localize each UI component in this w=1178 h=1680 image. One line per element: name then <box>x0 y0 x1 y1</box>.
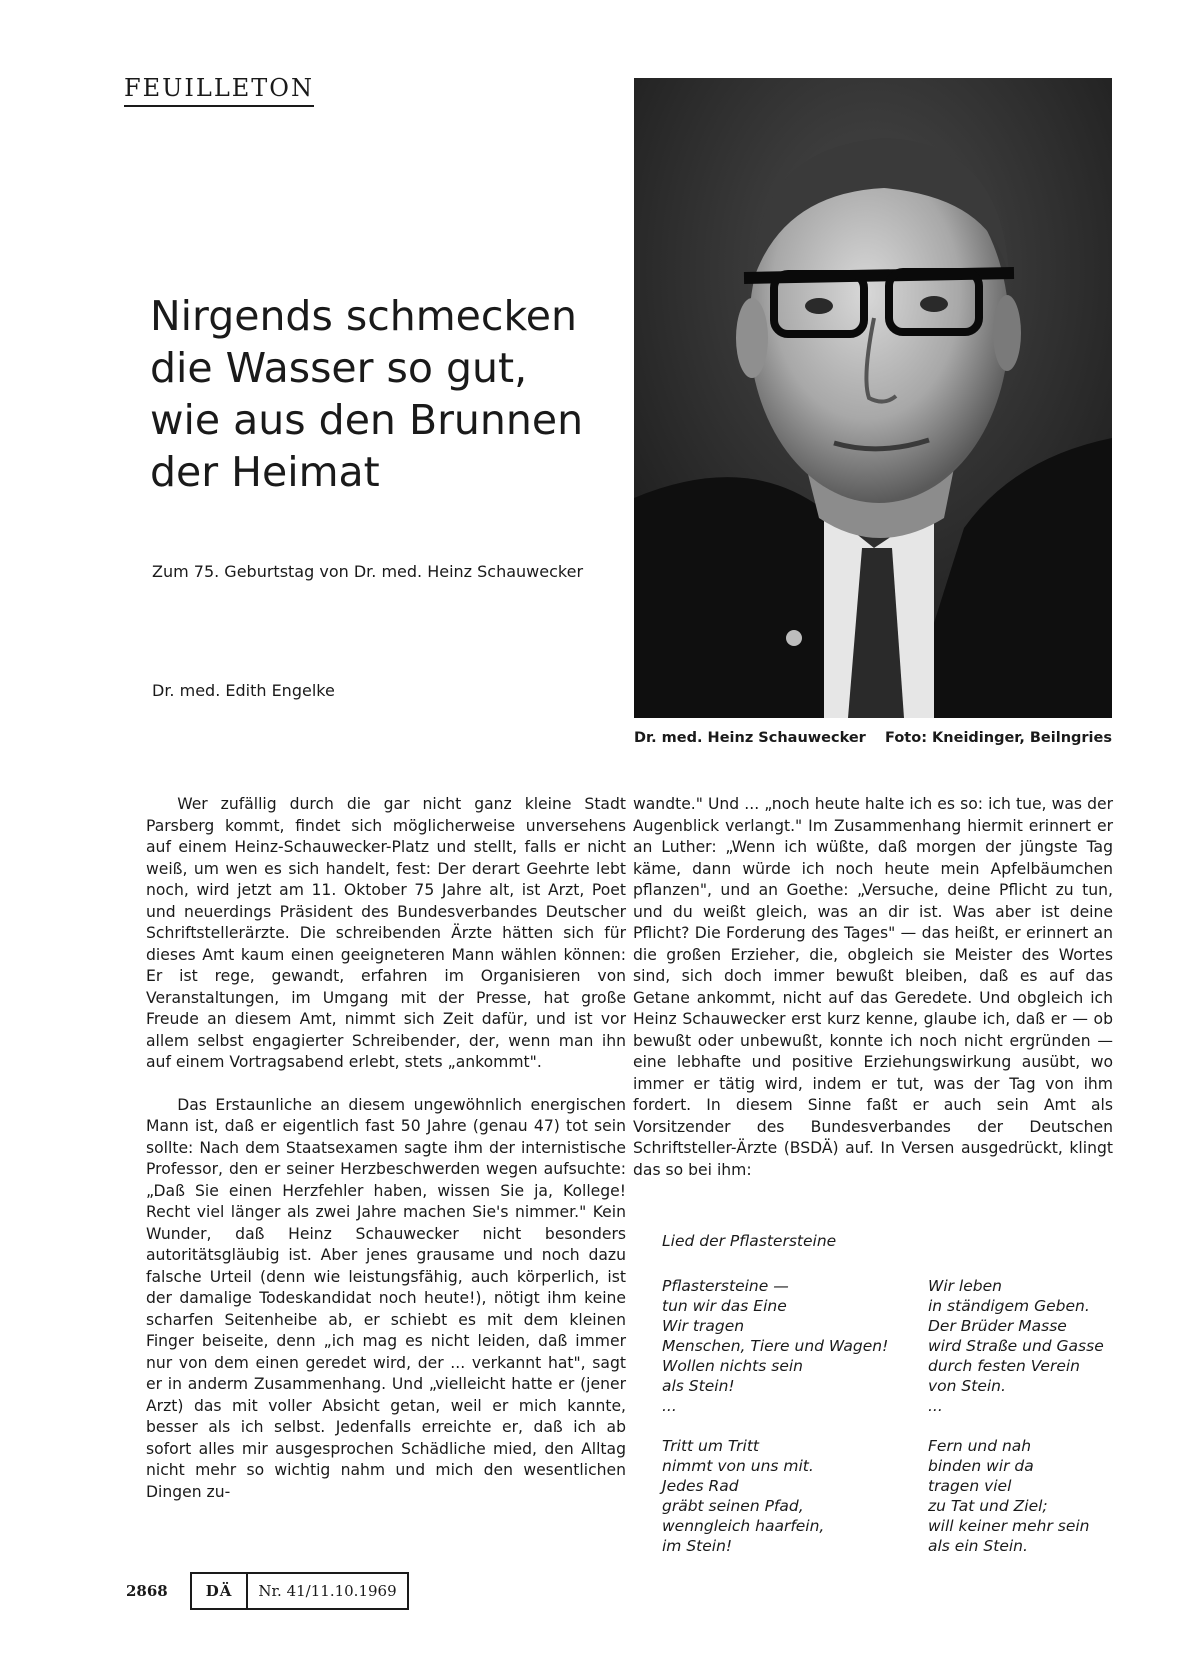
poem-line: will keiner mehr sein <box>928 1517 1090 1535</box>
caption-name: Dr. med. Heinz Schauwecker <box>634 730 866 746</box>
issue-number: Nr. 41/11.10.1969 <box>258 1582 397 1600</box>
headline-line: wie aus den Brunnen <box>150 396 584 444</box>
poem-line: tun wir das Eine <box>662 1297 787 1315</box>
journal-logo: DÄ <box>192 1574 249 1608</box>
poem-line: binden wir da <box>928 1457 1034 1475</box>
poem-line: Tritt um Tritt <box>662 1437 759 1455</box>
poem-line: zu Tat und Ziel; <box>928 1497 1048 1515</box>
body-paragraph: Wer zufällig durch die gar nicht ganz kleine Stadt Parsberg kommt, findet sich möglicherweise unversehens auf einem Heinz-Schauwecker-Platz und stellt, falls er nicht weiß, um wen es sich handelt, fest: Der derart Geehrte lebt noch, wird jetzt am 11. Oktober 75 Jahre alt, ist Arzt, Poet und neuerdings Präsident des Bundesverbandes Deutscher Schriftstellerärzte. Die schreibenden Ärzte hätten sich für dieses Amt kaum einen geeigneteren Mann wählen können: Er ist rege, gewandt, erfahren im Organisieren von Veranstaltungen, im Umgang mit der Presse, hat große Freude an diesem Amt, nimmt sich Zeit dafür, und ist vor allem selbst engagierter Schreibender, der, wenn man ihn auf einem Vortragsabend erlebt, stets „ankommt". <box>146 795 626 1071</box>
page-footer <box>126 1572 409 1610</box>
caption-credit: Foto: Kneidinger, Beilngries <box>885 730 1112 746</box>
poem-column-left <box>662 1276 888 1556</box>
poem-line: Menschen, Tiere und Wagen! <box>662 1337 889 1355</box>
poem-line: Der Brüder Masse <box>928 1317 1067 1335</box>
poem-ellipsis: ... <box>662 1397 677 1415</box>
body-paragraph: wandte." Und ... „noch heute halte ich es so: ich tue, was der Augenblick verlangt." Im Zusammenhang hiermit erinnert er an Luther: „Wenn ich wüßte, daß morgen der jüngste Tag käme, dann würde ich noch heute mein Apfelbäumchen pflanzen", und an Goethe: „Versuche, deine Pflicht zu tun, und du weißt gleich, was an dir ist. Was aber ist deine Pflicht? Die Forderung des Tages" — das heißt, er erinnert an die großen Erzieher, die, obgleich sie Meister des Wortes sind, sich doch immer bewußt bleiben, daß es auf das Getane ankommt, nicht auf das Geredete. Und obgleich ich Heinz Schauwecker erst kurz kenne, glaube ich, daß er — ob bewußt oder unbewußt, konnte ich noch nicht ergründen — eine lebhafte und positive Erziehungswirkung ausübt, wo immer er tätig wird, indem er tut, was der Tag von ihm fordert. In diesem Sinne faßt er auch sein Amt als Vorsitzender des Bundesverbandes der Deutschen Schriftsteller-Ärzte (BSDÄ) auf. In Versen ausgedrückt, klingt das so bei ihm: <box>633 795 1113 1179</box>
article-headline <box>150 290 620 498</box>
poem-line: Fern und nah <box>928 1437 1032 1455</box>
photo-caption <box>634 730 1112 746</box>
poem-line: als ein Stein. <box>928 1537 1028 1555</box>
poem-line: nimmt von uns mit. <box>662 1457 814 1475</box>
journal-issue-box <box>190 1572 409 1610</box>
poem-line: von Stein. <box>928 1377 1006 1395</box>
poem-line: als Stein! <box>662 1377 735 1395</box>
headline-line: der Heimat <box>150 448 380 496</box>
poem-line: Wollen nichts sein <box>662 1357 804 1375</box>
article-author: Dr. med. Edith Engelke <box>152 681 335 700</box>
poem-title: Lied der Pflastersteine <box>662 1232 837 1250</box>
portrait-illustration <box>634 78 1112 718</box>
poem-line: wenngleich haarfein, <box>662 1517 825 1535</box>
poem-line: Jedes Rad <box>662 1477 739 1495</box>
poem-line: im Stein! <box>662 1537 733 1555</box>
poem-line: Pflastersteine — <box>662 1277 789 1295</box>
body-column-right <box>633 794 1113 1202</box>
section-label: FEUILLETON <box>124 74 314 107</box>
body-paragraph: Das Erstaunliche an diesem ungewöhnlich energischen Mann ist, daß er eigentlich fast 50 Jahre (genau 47) tot sein sollte: Nach dem Staatsexamen sagte ihm der internistische Professor, den er seiner Herzbeschwerden wegen aufsuchte: „Daß Sie einen Herzfehler haben, wissen Sie ja, Kollege! Recht viel länger als zwei Jahre machen Sie's nimmer." Kein Wunder, daß Heinz Schauwecker nicht besonders autoritätsgläubig ist. Aber jenes grausame und noch dazu falsche Urteil (denn wie leistungsfähig, auch körperlich, ist der damalige Todeskandidat noch heute!), nötigt ihm keine scharfen Seitenheibe ab, er schiebt es mit dem kleinen Finger beiseite, denn „ich mag es nicht leiden, daß immer nur von dem einen geredet wird, der ... verkannt hat", sagt er in anderm Zusammenhang. Und „vielleicht hatte er (jener Arzt) das mit voller Absicht getan, weil er mich kannte, besser als ich selbst. Jedenfalls erreichte er, daß ich ab sofort alles mir ausgesprochen Schädliche mied, den Alltag nicht mehr so wichtig nahm und mich den wesentlichen Dingen zu- <box>146 1095 626 1501</box>
poem-line: wird Straße und Gasse <box>928 1337 1104 1355</box>
poem-line: in ständigem Geben. <box>928 1297 1090 1315</box>
poem-line: Wir tragen <box>662 1317 745 1335</box>
poem-line: durch festen Verein <box>928 1357 1081 1375</box>
page-number: 2868 <box>126 1582 168 1600</box>
body-column-left <box>146 794 626 1524</box>
poem-line: gräbt seinen Pfad, <box>662 1497 804 1515</box>
poem-line: Wir leben <box>928 1277 1002 1295</box>
headline-line: Nirgends schmecken <box>150 292 577 340</box>
poem-ellipsis: ... <box>928 1397 943 1415</box>
portrait-photo <box>634 78 1112 718</box>
poem-line: tragen viel <box>928 1477 1012 1495</box>
article-subtitle: Zum 75. Geburtstag von Dr. med. Heinz Schauwecker <box>152 562 584 581</box>
headline-line: die Wasser so gut, <box>150 344 528 392</box>
poem-column-right <box>928 1276 1104 1556</box>
